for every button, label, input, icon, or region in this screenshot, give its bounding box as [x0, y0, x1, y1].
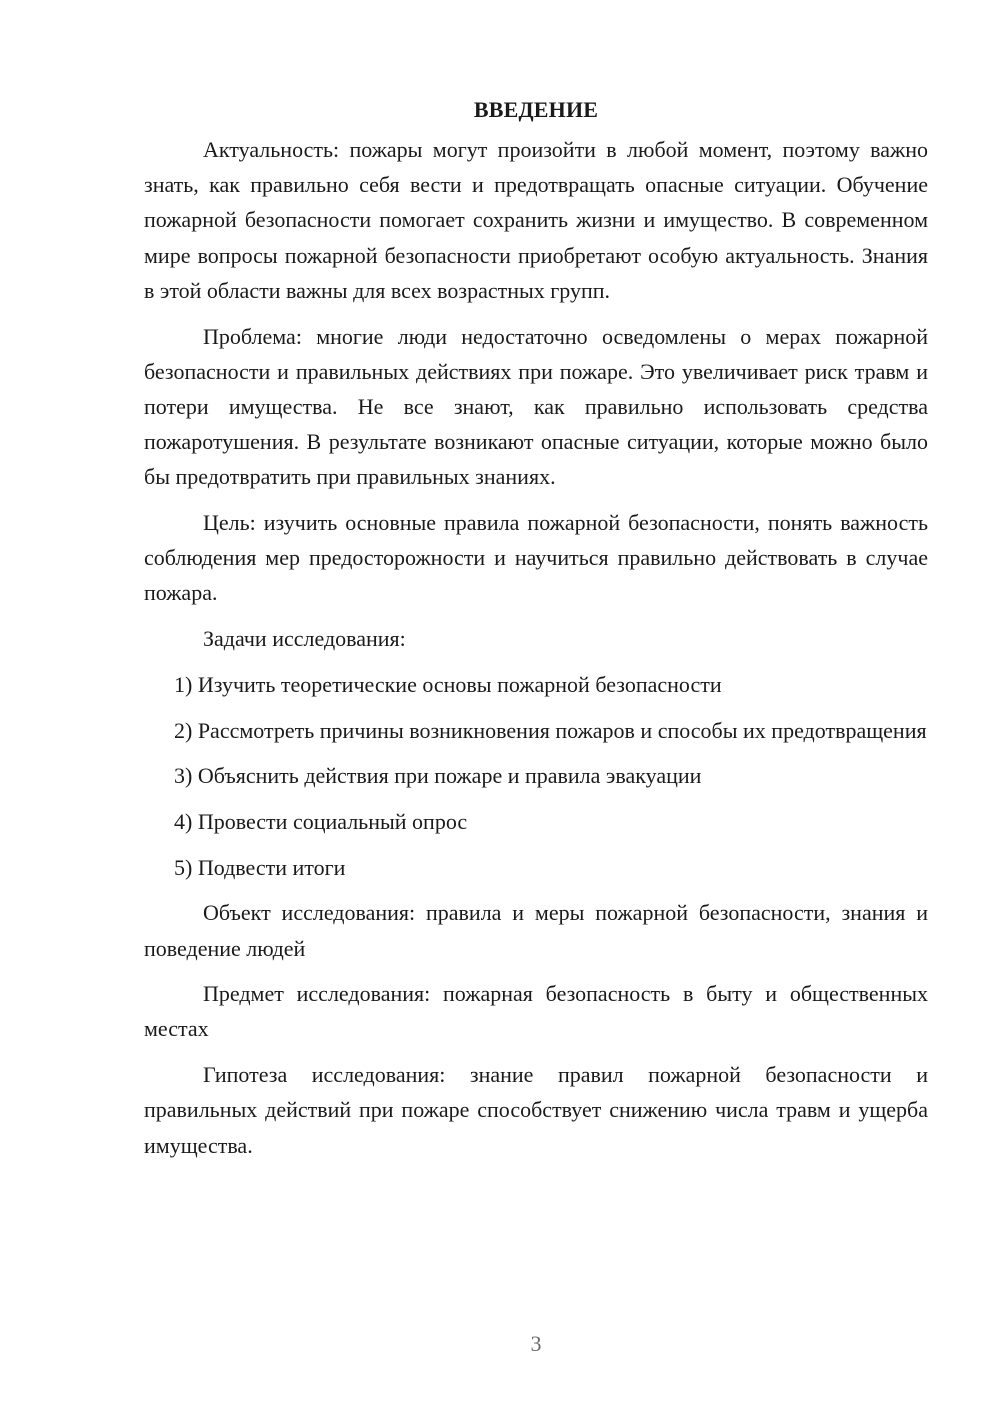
problem-paragraph: Проблема: многие люди недостаточно осведомлены о мерах пожарной безопасности и правильных действиях при пожаре. Это увеличивает риск травм и потери имущества. Не все знают, как правильно использовать средства пожаротушения. В результате возникают опасные ситуации, которые можно было бы предотвратить при правильных знаниях. [144, 323, 928, 490]
task-item: 4) Провести социальный опрос [174, 808, 468, 834]
subject-paragraph: Предмет исследования: пожарная безопасность в быту и общественных местах [144, 981, 928, 1042]
tasks-title: Задачи исследования: [203, 626, 406, 652]
hypothesis-paragraph: Гипотеза исследования: знание правил пожарной безопасности и правильных действий при пожаре способствует снижению числа травм и ущерба имущества. [144, 1062, 928, 1158]
task-item: 1) Изучить теоретические основы пожарной безопасности [174, 671, 722, 697]
document-page [144, 92, 928, 1173]
page-number: 3 [530, 1331, 542, 1356]
relevance-paragraph: Актуальность: пожары могут произойти в любой момент, поэтому важно знать, как правильно себя вести и предотвращать опасные ситуации. Обучение пожарной безопасности помогает сохранить жизни и имущество. В современном мире вопросы пожарной безопасности приобретают особую актуальность. Знания в этой области важны для всех возрастных групп. [144, 137, 928, 303]
task-item: 5) Подвести итоги [174, 854, 346, 880]
object-paragraph: Объект исследования: правила и меры пожарной безопасности, знания и поведение людей [144, 900, 928, 961]
goal-paragraph: Цель: изучить основные правила пожарной безопасности, понять важность соблюдения мер предосторожности и научиться правильно действовать в случае пожара. [144, 510, 928, 606]
task-item: 2) Рассмотреть причины возникновения пожаров и способы их предотвращения [174, 717, 927, 743]
task-item: 3) Объяснить действия при пожаре и правила эвакуации [174, 763, 702, 789]
page-title: ВВЕДЕНИЕ [473, 97, 599, 122]
